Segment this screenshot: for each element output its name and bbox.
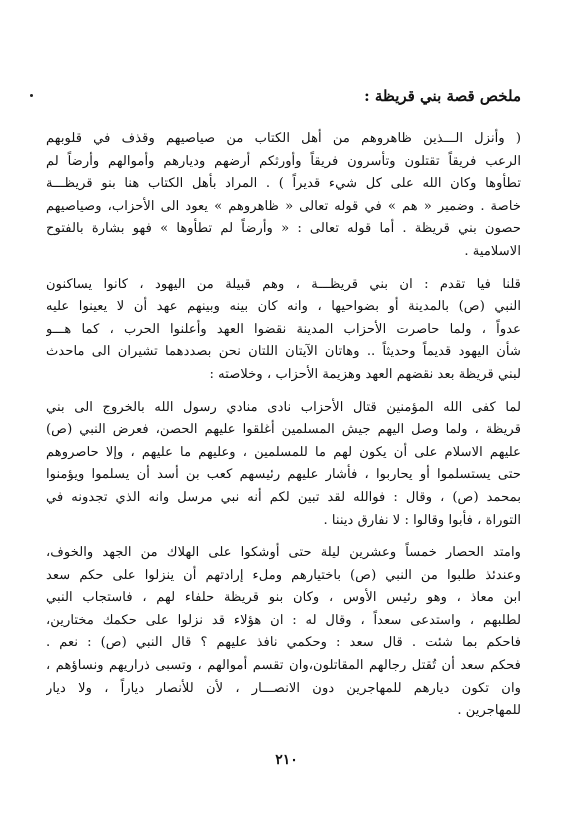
text-line: قلنا فيا تقدم : ان بني قريظـــة ، وهم قبيلة من اليهود ، كانوا يساكنون <box>46 276 521 292</box>
text-line: حصون بني قريظة . أما قوله تعالى : « وأرضاً لم تطأوها » فهو بشارة بالفتوح <box>46 221 521 237</box>
text-line: وان تكون ديارهم للمهاجرين دون الانصـــار ، لأن للأنصار دياراً ، ولا ديار <box>46 680 521 696</box>
text-line: التوراة ، فأبوا وقالوا : لا نفارق ديننا . <box>323 512 521 528</box>
text-line: عدواً ، ولما حاصرت الأحزاب المدينة نقضوا العهد وأعلنوا الحرب ، كما هـــو <box>46 321 521 337</box>
section-heading: ملخص قصة بني قريظة : <box>364 87 521 105</box>
page-number: ٢١٠ <box>275 752 298 768</box>
stray-dot <box>30 94 33 97</box>
paragraph-2 <box>46 274 521 387</box>
text-line: خاصة . وضمير « هم » في قوله تعالى « ظاهروهم » يعود الى الأحزاب، وصياصيهم <box>46 198 521 214</box>
paragraph-1 <box>46 128 521 264</box>
text-line: وامتد الحصار خمساً وعشرين ليلة حتى أوشكوا على الهلاك من الجهد والخوف، <box>46 545 521 561</box>
paragraph-3 <box>46 397 521 533</box>
text-line: ( وأنزل الـــذين ظاهروهم من أهل الكتاب من صياصيهم وقذف في قلوبهم <box>46 131 521 146</box>
text-line: لطلبهم ، واستدعى سعداً ، وقال له : ان هؤلاء قد نزلوا على حكمك مختارين، <box>46 612 521 628</box>
text-line: بمحمد (ص) ، وقال : فوالله لقد تبين لكم أنه نبي مرسل وانه الذي تجدونه في <box>46 489 521 505</box>
text-line: الرعب فريقاً تقتلون وتأسرون فريقاً وأورثكم أرضهم وديارهم وأموالهم وأرضاً لم <box>46 153 521 169</box>
text-line: عليهم الاسلام على أن يكون لهم ما للمسلمين ، وعليهم ما عليهم ، وإلا حاصروهم <box>46 444 521 460</box>
text-line: ابن معاذ ، وهو رئيس الأوس ، وكان بنو قريظة حلفاء لهم ، فاستجاب النبي <box>46 590 521 606</box>
text-line: الاسلامية . <box>464 243 521 259</box>
text-line: وعندئذ طلبوا من النبي (ص) باختيارهم وملء إرادتهم أن ينزلوا على حكم سعد <box>46 567 521 583</box>
paragraph-4 <box>46 542 521 723</box>
text-line: شأن اليهود قديماً وحديثاً .. وهاتان الآيتان اللتان نحن بصددهما تشيران الى ماحدث <box>46 344 521 360</box>
text-line: لبني قريظة بعد نقضهم العهد وهزيمة الأحزاب ، وخلاصته : <box>209 366 521 382</box>
text-line: قريظة ، ولما وصل اليهم جيش المسلمين أغلقوا عليهم الحصن، فعرض النبي (ص) <box>46 422 521 438</box>
text-line: لما كفى الله المؤمنين قتال الأحزاب نادى منادي رسول الله بالخروج الى بني <box>46 399 521 415</box>
body-text <box>46 128 521 731</box>
text-line: فاحكم بما شئت . قال سعد : وحكمي نافذ عليهم ؟ قال النبي (ص) : نعم . <box>46 635 521 651</box>
text-line: النبي (ص) بالمدينة أو بضواحيها ، وانه كان بينه وبينهم عهد أن لا يعينوا عليه <box>46 299 521 315</box>
text-line: تطأوها وكان الله على كل شيء قديراً ) . المراد بأهل الكتاب هنا بنو قريظـــة <box>46 176 521 192</box>
text-line: حتى يستسلموا أو يحاربوا ، فأشار عليهم رئيسهم كعب بن أسد أن يسلموا ويؤمنوا <box>46 467 521 483</box>
text-line: للمهاجرين . <box>457 703 521 719</box>
text-line: فحكم سعد أن تُقتل رجالهم المقاتلون،وان تقسم أموالهم ، وتسبى ذراريهم ونساؤهم ، <box>46 658 521 674</box>
